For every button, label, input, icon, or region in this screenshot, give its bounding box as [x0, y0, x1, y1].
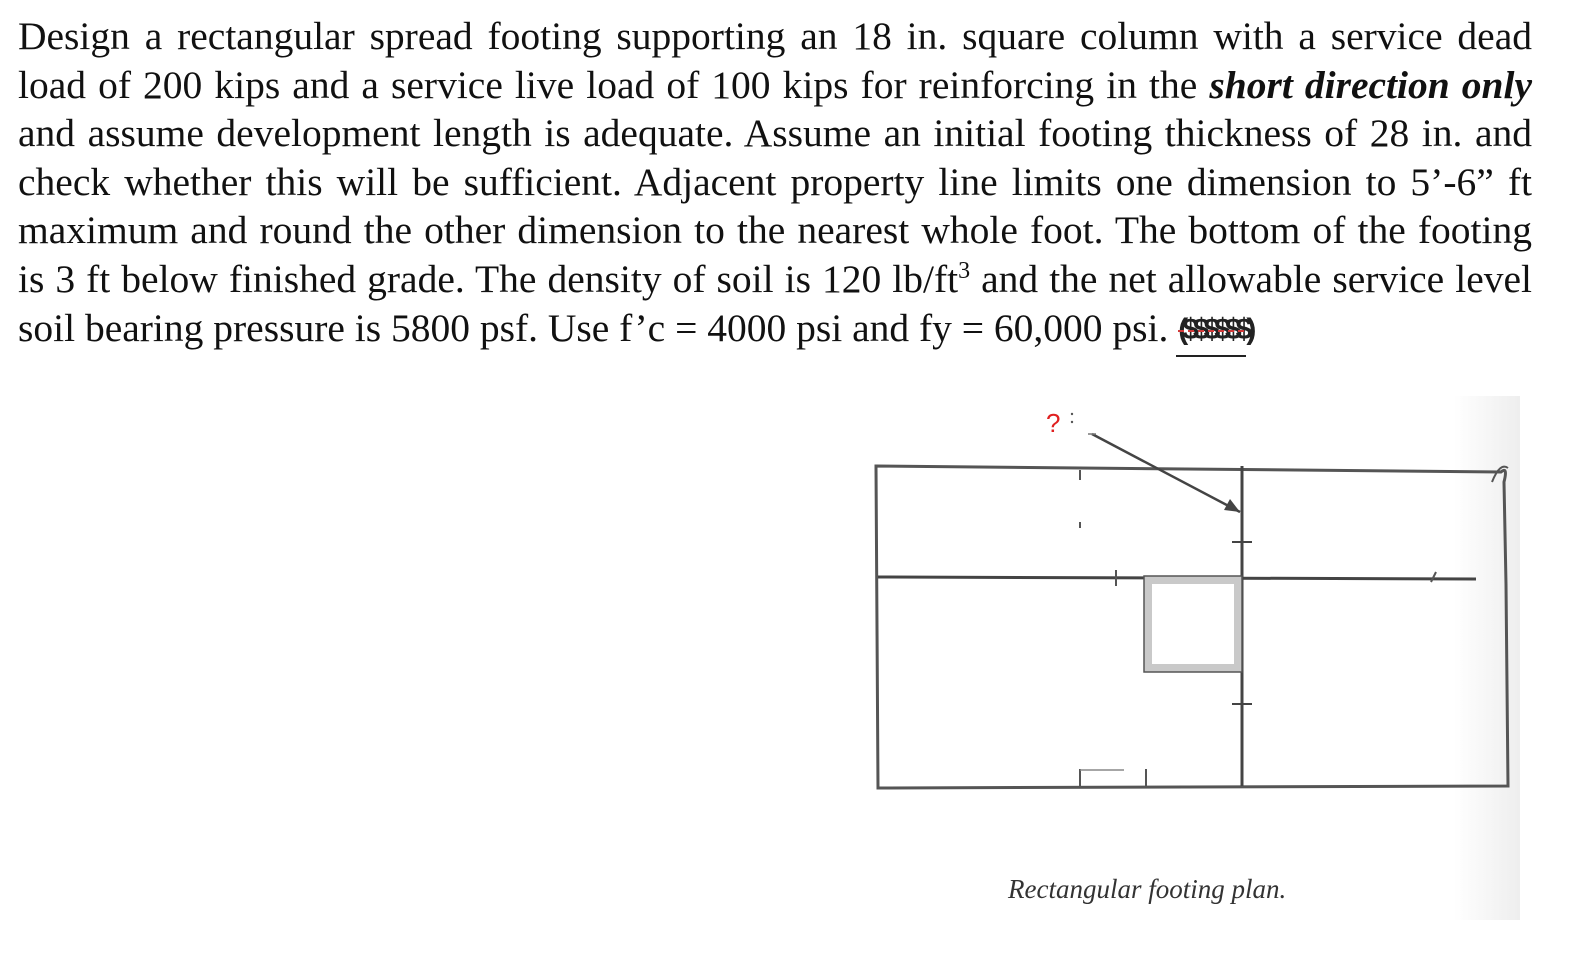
problem-text-part3: and the net allowable service level soil bearing pressure is 5800 psf. Use f’c = 4000 psi and fy = 60,000 psi.	[18, 256, 1532, 350]
problem-text-part2: and assume development length is adequate. Assume an initial footing thickness of 28 in. and check whether this will be sufficient. Adjacent property line limits one dimension to 5’-6” ft maximum and round the other dimension to the nearest whole foot. The bottom of the footing is 3 ft below finished grade. The density of soil is 120 lb/ft	[18, 111, 1532, 301]
problem-statement	[18, 12, 1532, 354]
tick-mark	[1431, 572, 1436, 582]
problem-emphasis: short direction only	[1209, 62, 1532, 107]
footing-plan-figure	[856, 396, 1520, 920]
annotation-dot	[1071, 413, 1073, 415]
leader-line	[1092, 434, 1240, 512]
problem-text-part1: Design a rectangular spread footing supporting an 18 in. square column with a service dead load of 200 kips and a service live load of 100 kips for reinforcing in the	[18, 14, 1532, 107]
figure-caption: Rectangular footing plan.	[1008, 874, 1287, 904]
footing-outline	[876, 466, 1508, 788]
footing-plan-drawing	[856, 396, 1520, 920]
column-square	[1148, 580, 1238, 668]
unit-superscript: 3	[958, 257, 971, 284]
scribbled-annotation: ($$$$$$)	[1178, 306, 1250, 355]
column-square-outline	[1144, 576, 1242, 672]
question-mark-label: ?	[1046, 408, 1061, 438]
annotation-dot	[1071, 421, 1073, 423]
